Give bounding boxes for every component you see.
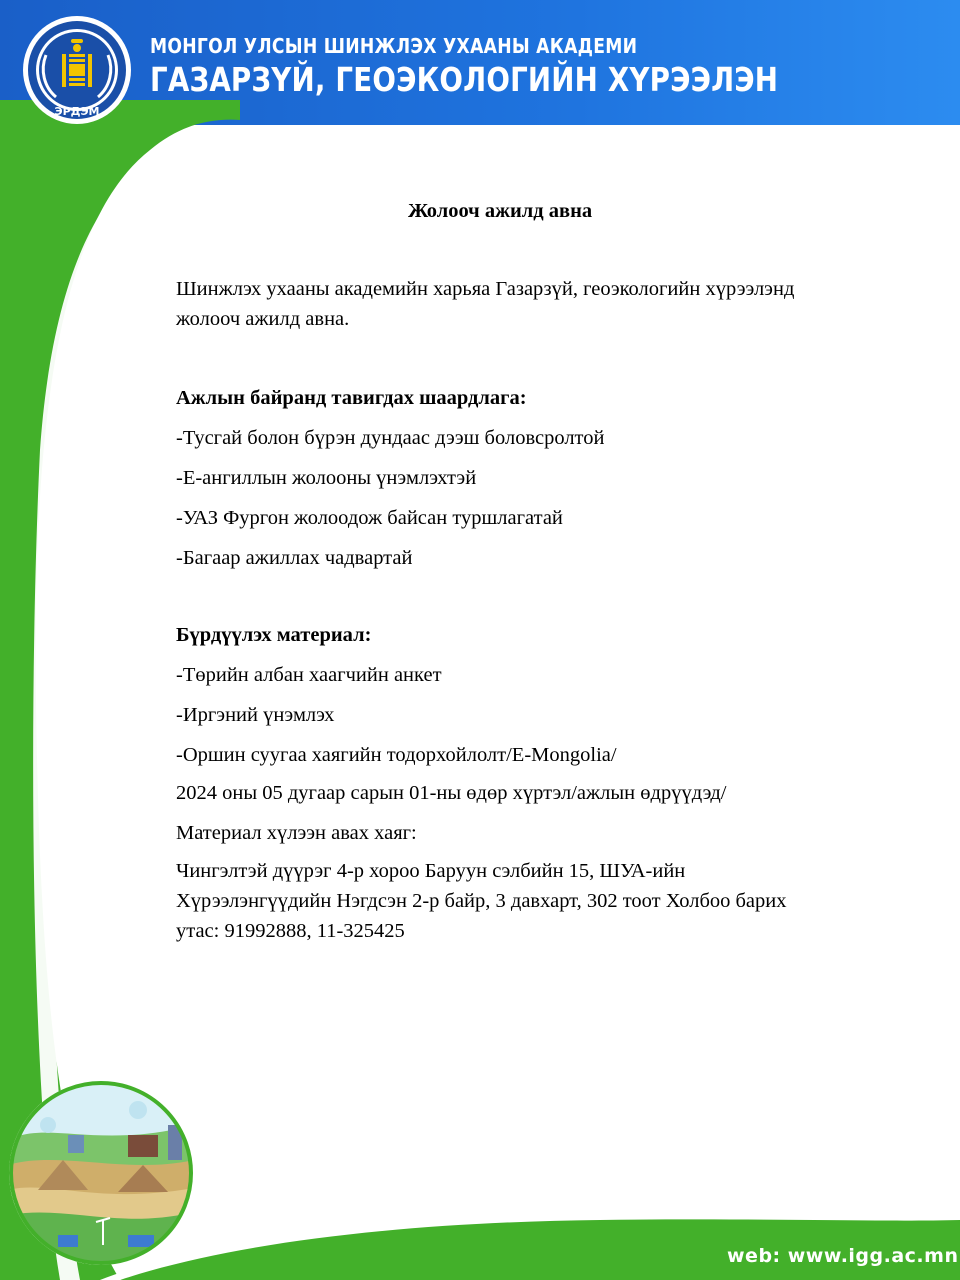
website-link[interactable]: web: www.igg.ac.mn (727, 1245, 959, 1267)
materials-list (176, 660, 617, 780)
requirements-list (176, 423, 604, 583)
header-titles (150, 34, 898, 99)
material-item: -Оршин суугаа хаягийн тодорхойлолт/E-Mongolia/ (176, 744, 617, 766)
material-item: -Иргэний үнэмлэх (176, 704, 335, 726)
ecosystem-illustration (8, 1080, 194, 1266)
logo-text: ЭРДЭМ (54, 105, 100, 118)
material-item: -Төрийн албан хаагчийн анкет (176, 664, 442, 686)
requirement-item: -Е-ангиллын жолооны үнэмлэхтэй (176, 467, 477, 489)
address-label: Материал хүлээн авах хаяг: (176, 822, 417, 844)
deadline-text: 2024 оны 05 дугаар сарын 01-ны өдөр хүртэл/ажлын өдрүүдэд/ (176, 782, 727, 804)
address-text: Чингэлтэй дүүрэг 4-р хороо Баруун сэлбийн 15, ШУА-ийн Хүрээлэнгүүдийн Нэгдсэн 2-р байр, 3 давхарт, 302 тоот Холбоо барих утас: 91992888, 11-325425 (176, 860, 787, 942)
document-title: Жолооч ажилд авна (408, 200, 593, 222)
requirement-item: -Багаар ажиллах чадвартай (176, 547, 413, 569)
intro-paragraph: Шинжлэх ухааны академийн харьяа Газарзүй, геоэкологийн хүрээлэнд жолооч ажилд авна. (176, 278, 795, 330)
academy-name: МОНГОЛ УЛСЫН ШИНЖЛЭХ УХААНЫ АКАДЕМИ (150, 34, 638, 58)
materials-heading: Бүрдүүлэх материал: (176, 624, 372, 646)
institute-name: ГАЗАРЗҮЙ, ГЕОЭКОЛОГИЙН ХҮРЭЭЛЭН (150, 60, 779, 99)
requirements-heading: Ажлын байранд тавигдах шаардлага: (176, 387, 527, 409)
requirement-item: -УАЗ Фургон жолоодож байсан туршлагатай (176, 507, 563, 529)
requirement-item: -Тусгай болон бүрэн дундаас дээш боловсролтой (176, 427, 605, 449)
institute-logo (22, 15, 132, 125)
